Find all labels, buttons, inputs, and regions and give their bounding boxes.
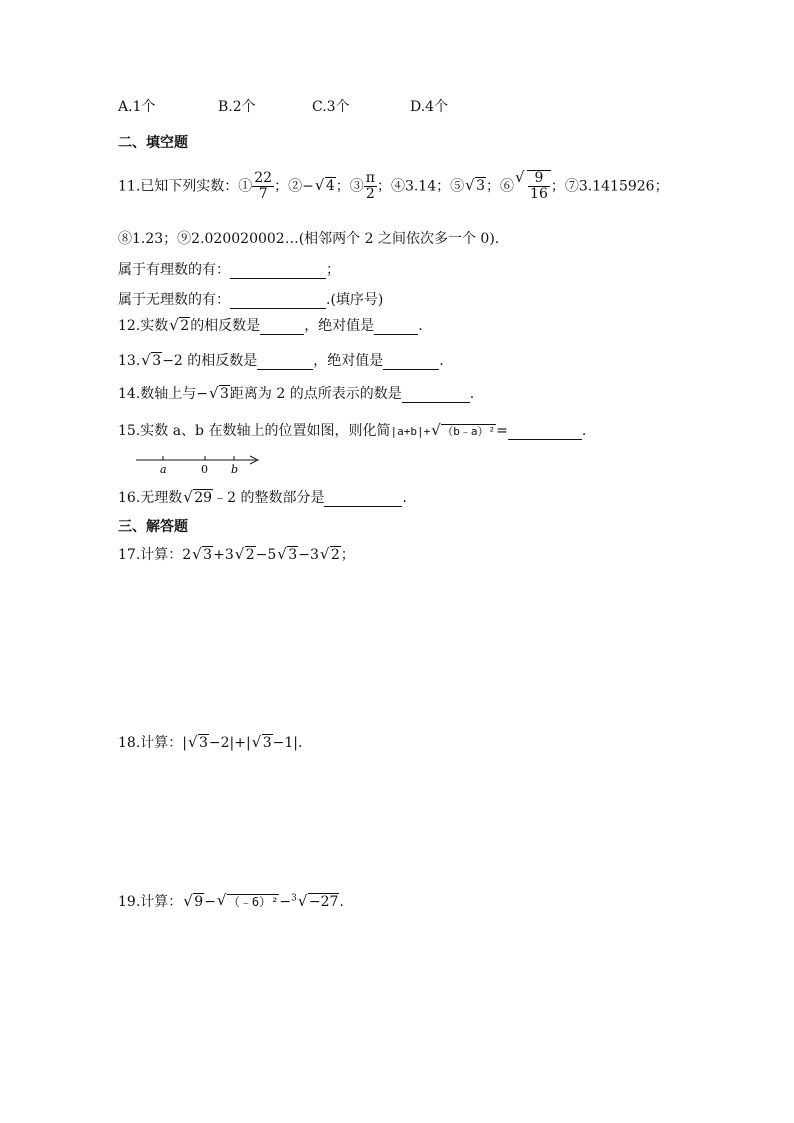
- q11-part4: ；④3.14；⑤: [376, 178, 465, 195]
- label-a: a: [160, 463, 167, 476]
- cube-root-index: 3: [291, 893, 297, 904]
- q18-text-a: 18.计算：|: [118, 735, 187, 751]
- q14-text-a: 14.数轴上与−: [118, 386, 208, 402]
- sqrt-3: √ 3: [209, 386, 230, 402]
- q15-text-a: 15.实数 a、b 在数轴上的位置如图，则化简: [118, 423, 391, 439]
- section-title-solve: 三、解答题: [118, 519, 188, 535]
- q19-text-d: .: [339, 894, 344, 910]
- sqrt-9-16: √ $\frac{9}{16}$: [515, 170, 551, 203]
- question-17: [118, 544, 355, 564]
- q13-blank-abs[interactable]: [383, 353, 439, 370]
- q17-text-c: −5: [255, 547, 277, 563]
- q17-text-a: 17.计算：2: [118, 547, 192, 563]
- q17-text-d: −3: [298, 547, 319, 563]
- sqrt-3: √ 3: [465, 178, 486, 194]
- q13-text-d: .: [439, 353, 444, 369]
- q15-abs-expr: |a+b|+: [390, 425, 431, 438]
- q13-text-a: 13.: [118, 353, 141, 369]
- rational-answer-line: [118, 259, 340, 279]
- q12-text-d: .: [418, 318, 423, 334]
- question-14: [118, 383, 474, 403]
- question-13: [118, 350, 444, 370]
- option-d: D.4个: [410, 99, 449, 115]
- q12-blank-opposite[interactable]: [260, 318, 304, 335]
- label-zero: 0: [201, 463, 208, 476]
- q15-blank[interactable]: [508, 423, 582, 440]
- sqrt-3: √ 3: [141, 353, 162, 369]
- rational-answer-blank[interactable]: [230, 262, 326, 279]
- q16-text-a: 16.无理数: [118, 490, 183, 506]
- q13-blank-opposite[interactable]: [257, 353, 313, 370]
- sqrt-2: √ 2: [320, 547, 341, 563]
- q12-text-b: 的相反数是: [190, 318, 261, 334]
- section-title-fill-blank: 二、填空题: [118, 135, 188, 151]
- irrational-end: .(填序号): [326, 292, 384, 308]
- q11-part7: ；⑦3.1415926；: [550, 178, 669, 195]
- rational-label: 属于有理数的有：: [118, 262, 230, 278]
- irrational-label: 属于无理数的有：: [118, 292, 230, 308]
- q15-equals: =: [496, 423, 508, 439]
- q11-prefix: 11.已知下列实数：①: [118, 178, 253, 195]
- cube-root-neg27: √ −27: [298, 894, 340, 910]
- fraction-22-7: $\frac{22}{7}$: [254, 169, 273, 202]
- number-line: [134, 450, 266, 476]
- q16-text-b: ﹣2 的整数部分是: [213, 490, 325, 506]
- q18-text-b: −2|+|: [208, 735, 251, 751]
- sqrt-2: √ 2: [169, 318, 190, 334]
- sqrt-29: √ 29: [183, 490, 213, 506]
- rational-end: ；: [326, 262, 340, 278]
- question-11: [118, 170, 669, 203]
- q17-text-b: +3: [213, 547, 234, 563]
- label-b: b: [231, 463, 239, 476]
- sqrt-3: √ 3: [277, 547, 298, 563]
- q12-blank-abs[interactable]: [374, 318, 418, 335]
- q11-part2: ；②−: [274, 178, 314, 195]
- q11-part3: ；③: [335, 178, 364, 195]
- sqrt-3: √ 3: [252, 735, 273, 751]
- question-16: [118, 487, 407, 507]
- option-b: B.2个: [218, 99, 256, 115]
- q13-text-c: ，绝对值是: [313, 353, 384, 369]
- option-c: C.3个: [312, 99, 350, 115]
- q12-text-c: ，绝对值是: [304, 318, 375, 334]
- sqrt-3: √ 3: [192, 547, 213, 563]
- q12-text-a: 12.实数: [118, 318, 169, 334]
- q19-text-b: −: [204, 894, 216, 910]
- q17-text-e: ；: [340, 547, 355, 563]
- question-15: [118, 420, 586, 440]
- question-12: [118, 315, 423, 335]
- q16-blank[interactable]: [324, 490, 402, 507]
- q13-text-b: −2 的相反数是: [162, 353, 258, 369]
- q19-text-a: 19.计算：: [118, 894, 183, 910]
- fraction-pi-2: $\frac{\pi}{2}$: [365, 169, 375, 202]
- q16-text-c: .: [402, 490, 407, 506]
- sqrt-3: √ 3: [188, 735, 209, 751]
- question-19: [118, 891, 344, 911]
- q14-text-c: .: [469, 386, 475, 402]
- q19-text-c: −: [279, 894, 292, 910]
- q14-blank[interactable]: [402, 386, 470, 403]
- irrational-answer-line: [118, 289, 383, 309]
- q18-text-c: −1|.: [272, 735, 303, 751]
- sqrt-2: √ 2: [235, 547, 256, 563]
- q15-end: .: [581, 423, 587, 439]
- irrational-answer-blank[interactable]: [230, 292, 326, 309]
- sqrt-neg6-squared: √ （﹣6）²: [217, 893, 279, 910]
- option-a: A.1个: [118, 99, 156, 115]
- sqrt-b-minus-a-squared: √ （b﹣a）²: [431, 423, 496, 439]
- q11-line2: ⑧1.23；⑨2.020020002…(相邻两个 2 之间依次多一个 0).: [118, 231, 500, 247]
- q14-text-b: 距离为 2 的点所表示的数是: [229, 386, 402, 402]
- question-18: [118, 732, 302, 752]
- q11-part6: ；⑥: [486, 178, 515, 195]
- sqrt-9: √ 9: [183, 894, 204, 910]
- sqrt-4: √ 4: [315, 178, 336, 194]
